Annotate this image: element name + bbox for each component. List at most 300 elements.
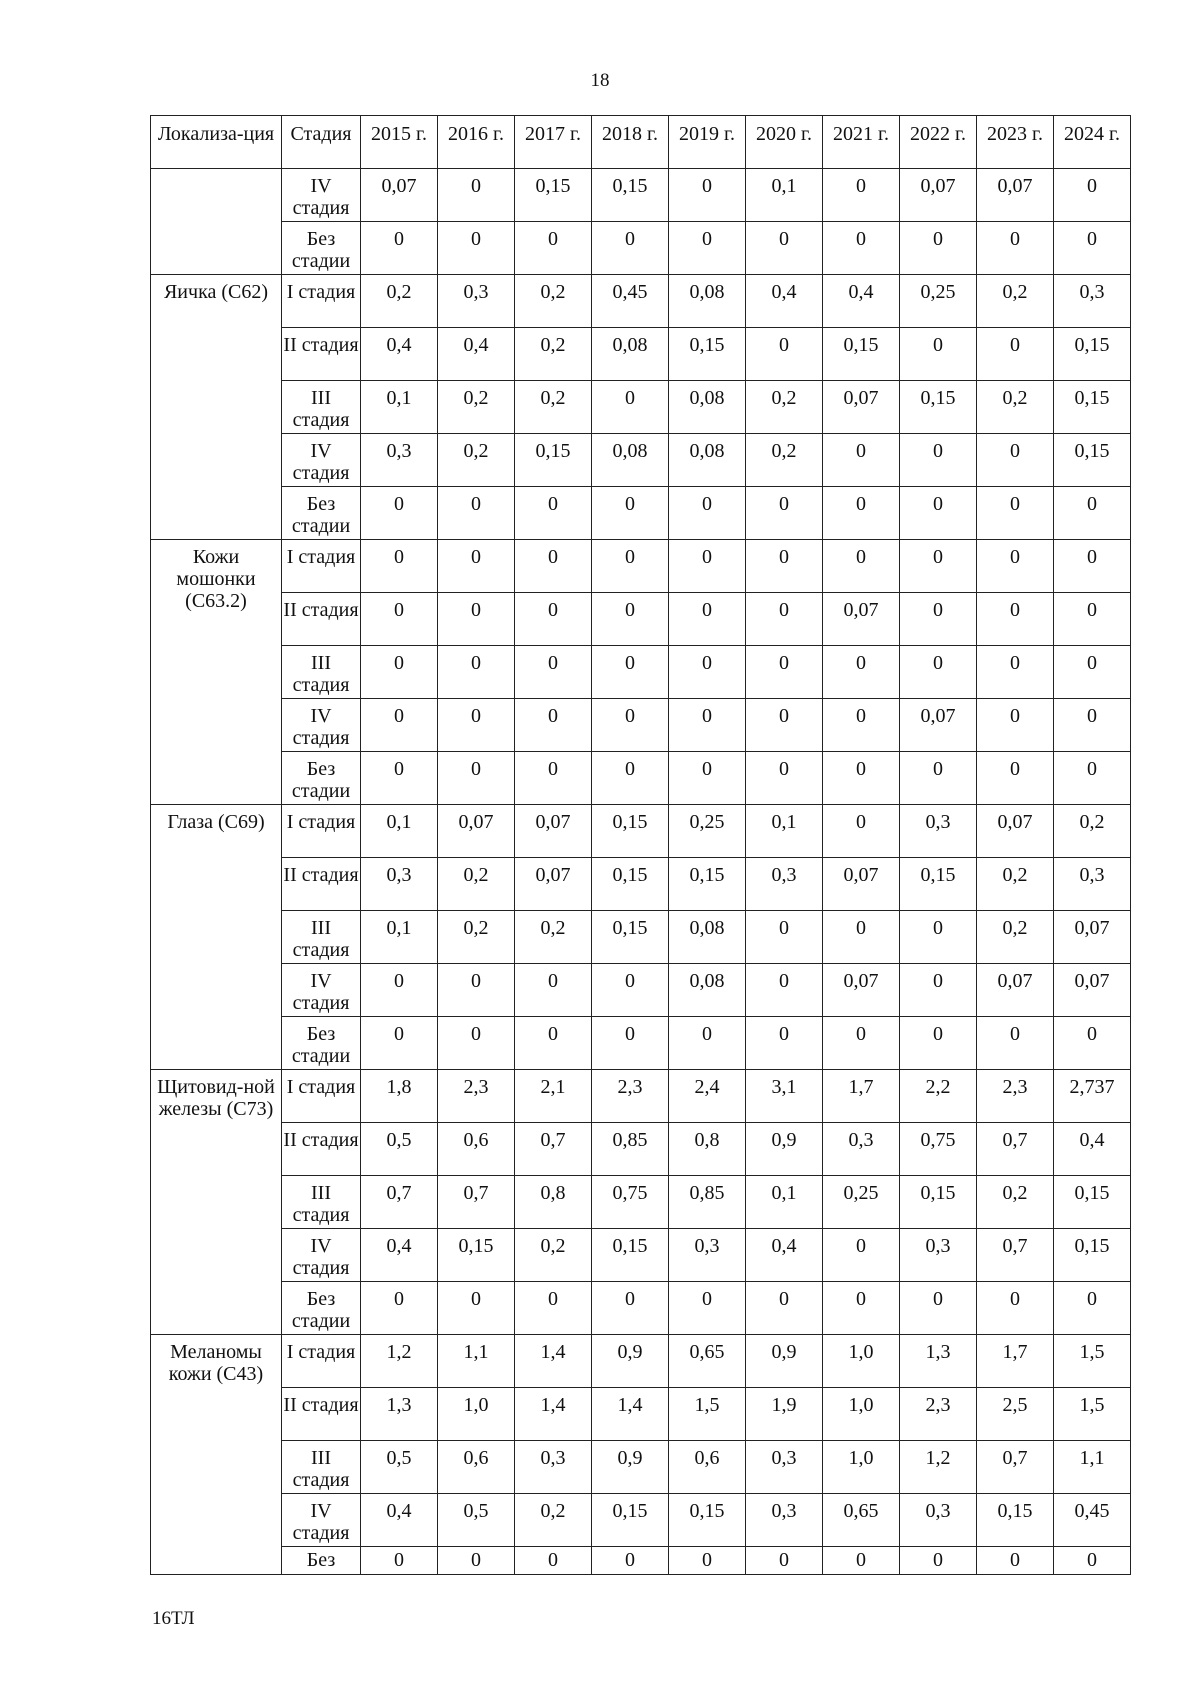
- value-cell: 0,5: [361, 1441, 438, 1494]
- stage-cell: I стадия: [282, 1070, 361, 1123]
- value-cell: 0,5: [361, 1123, 438, 1176]
- value-cell: 0: [977, 699, 1054, 752]
- value-cell: 0: [438, 1282, 515, 1335]
- value-cell: 1,4: [515, 1335, 592, 1388]
- value-cell: 0,2: [438, 858, 515, 911]
- value-cell: 0: [438, 699, 515, 752]
- value-cell: 0,3: [900, 1494, 977, 1547]
- value-cell: 0,08: [669, 964, 746, 1017]
- value-cell: 0,25: [669, 805, 746, 858]
- table-row: [151, 1123, 1131, 1176]
- value-cell: 1,2: [900, 1441, 977, 1494]
- value-cell: 0: [592, 1547, 669, 1575]
- value-cell: 0: [669, 1017, 746, 1070]
- value-cell: 0: [669, 1282, 746, 1335]
- localization-cell: [151, 169, 282, 275]
- value-cell: 0: [438, 593, 515, 646]
- value-cell: 0,15: [592, 911, 669, 964]
- value-cell: 0: [900, 434, 977, 487]
- value-cell: 1,0: [823, 1388, 900, 1441]
- value-cell: 0: [977, 752, 1054, 805]
- value-cell: 0,07: [823, 593, 900, 646]
- table-row: [151, 434, 1131, 487]
- value-cell: 0: [592, 381, 669, 434]
- table-row: [151, 964, 1131, 1017]
- value-cell: 0,07: [977, 169, 1054, 222]
- value-cell: 0: [438, 540, 515, 593]
- table-row: [151, 1441, 1131, 1494]
- value-cell: 0,2: [438, 381, 515, 434]
- value-cell: 1,5: [1054, 1388, 1131, 1441]
- stage-cell: III стадия: [282, 646, 361, 699]
- value-cell: 0,7: [977, 1123, 1054, 1176]
- value-cell: 0: [1054, 593, 1131, 646]
- value-cell: 1,1: [1054, 1441, 1131, 1494]
- value-cell: 0: [438, 487, 515, 540]
- value-cell: 0,2: [746, 434, 823, 487]
- value-cell: 0,6: [438, 1123, 515, 1176]
- value-cell: 1,9: [746, 1388, 823, 1441]
- value-cell: 0,15: [977, 1494, 1054, 1547]
- value-cell: 0: [361, 222, 438, 275]
- value-cell: 0,07: [900, 699, 977, 752]
- value-cell: 0,3: [361, 858, 438, 911]
- value-cell: 0: [823, 487, 900, 540]
- value-cell: 0,4: [361, 1229, 438, 1282]
- value-cell: 0,15: [823, 328, 900, 381]
- value-cell: 0,7: [977, 1229, 1054, 1282]
- value-cell: 1,2: [361, 1335, 438, 1388]
- value-cell: 0,1: [361, 381, 438, 434]
- value-cell: 1,0: [823, 1335, 900, 1388]
- stage-cell: Без стадии: [282, 222, 361, 275]
- table-row: [151, 752, 1131, 805]
- value-cell: 0: [1054, 646, 1131, 699]
- table-row: [151, 1335, 1131, 1388]
- value-cell: 0: [361, 1017, 438, 1070]
- value-cell: 0,2: [361, 275, 438, 328]
- value-cell: 0: [669, 699, 746, 752]
- table-row: [151, 593, 1131, 646]
- value-cell: 0,08: [592, 328, 669, 381]
- value-cell: 0,15: [592, 1494, 669, 1547]
- value-cell: 0: [438, 169, 515, 222]
- value-cell: 0: [361, 1547, 438, 1575]
- value-cell: 0,08: [669, 275, 746, 328]
- table-row: [151, 1017, 1131, 1070]
- value-cell: 0: [977, 646, 1054, 699]
- table-row: [151, 222, 1131, 275]
- stage-cell: IV стадия: [282, 964, 361, 1017]
- value-cell: 0: [746, 1547, 823, 1575]
- table-row: [151, 699, 1131, 752]
- value-cell: 0: [900, 328, 977, 381]
- value-cell: 0,65: [823, 1494, 900, 1547]
- value-cell: 0,7: [515, 1123, 592, 1176]
- value-cell: 0,15: [669, 858, 746, 911]
- value-cell: 2,737: [1054, 1070, 1131, 1123]
- value-cell: 0: [592, 1282, 669, 1335]
- value-cell: 1,1: [438, 1335, 515, 1388]
- value-cell: 0,8: [515, 1176, 592, 1229]
- value-cell: 0,07: [900, 169, 977, 222]
- localization-cell: Яичка (С62): [151, 275, 282, 540]
- value-cell: 0: [823, 1282, 900, 1335]
- value-cell: 0: [900, 487, 977, 540]
- value-cell: 0,25: [900, 275, 977, 328]
- stage-cell: IV стадия: [282, 699, 361, 752]
- value-cell: 1,7: [823, 1070, 900, 1123]
- value-cell: 0: [823, 805, 900, 858]
- stage-cell: I стадия: [282, 540, 361, 593]
- value-cell: 0,3: [746, 1441, 823, 1494]
- value-cell: 0,3: [900, 805, 977, 858]
- value-cell: 0: [823, 1547, 900, 1575]
- value-cell: 0: [746, 646, 823, 699]
- value-cell: 0,3: [746, 858, 823, 911]
- localization-cell: Кожи мошонки (С63.2): [151, 540, 282, 805]
- value-cell: 0,4: [746, 275, 823, 328]
- value-cell: 0,08: [592, 434, 669, 487]
- value-cell: 0,9: [746, 1335, 823, 1388]
- value-cell: 0: [1054, 169, 1131, 222]
- value-cell: 0,5: [438, 1494, 515, 1547]
- value-cell: 0: [977, 434, 1054, 487]
- value-cell: 1,0: [823, 1441, 900, 1494]
- value-cell: 0,2: [977, 858, 1054, 911]
- value-cell: 0: [592, 699, 669, 752]
- table-row: [151, 1176, 1131, 1229]
- value-cell: 0,1: [746, 805, 823, 858]
- stage-cell: II стадия: [282, 858, 361, 911]
- value-cell: 0: [438, 964, 515, 1017]
- stage-cell: II стадия: [282, 593, 361, 646]
- value-cell: 0: [823, 699, 900, 752]
- value-cell: 0: [823, 1229, 900, 1282]
- value-cell: 2,4: [669, 1070, 746, 1123]
- value-cell: 0,2: [1054, 805, 1131, 858]
- table-row: [151, 275, 1131, 328]
- header-year: 2020 г.: [746, 116, 823, 169]
- header-year: 2023 г.: [977, 116, 1054, 169]
- value-cell: 0,25: [823, 1176, 900, 1229]
- value-cell: 0,4: [823, 275, 900, 328]
- value-cell: 0,2: [515, 328, 592, 381]
- value-cell: 0: [1054, 222, 1131, 275]
- stage-cell: I стадия: [282, 1335, 361, 1388]
- value-cell: 0: [746, 540, 823, 593]
- value-cell: 0,15: [592, 1229, 669, 1282]
- value-cell: 1,8: [361, 1070, 438, 1123]
- stage-cell: I стадия: [282, 275, 361, 328]
- value-cell: 0,15: [1054, 328, 1131, 381]
- value-cell: 0,07: [977, 964, 1054, 1017]
- value-cell: 0: [1054, 699, 1131, 752]
- value-cell: 0: [669, 646, 746, 699]
- value-cell: 0,2: [746, 381, 823, 434]
- value-cell: 0,2: [515, 381, 592, 434]
- value-cell: 0: [669, 487, 746, 540]
- incidence-by-stage-table: [150, 115, 1131, 1575]
- value-cell: 1,3: [361, 1388, 438, 1441]
- table-row: [151, 911, 1131, 964]
- value-cell: 0: [515, 222, 592, 275]
- value-cell: 0,45: [592, 275, 669, 328]
- value-cell: 0,8: [669, 1123, 746, 1176]
- value-cell: 0,07: [1054, 911, 1131, 964]
- value-cell: 0: [900, 911, 977, 964]
- value-cell: 0,2: [977, 381, 1054, 434]
- value-cell: 0: [823, 540, 900, 593]
- table-row: [151, 1547, 1131, 1575]
- stage-cell: III стадия: [282, 1176, 361, 1229]
- value-cell: 0,15: [669, 328, 746, 381]
- value-cell: 0: [900, 593, 977, 646]
- value-cell: 0: [977, 540, 1054, 593]
- value-cell: 0,07: [515, 858, 592, 911]
- value-cell: 0: [361, 699, 438, 752]
- localization-cell: Щитовид-ной железы (С73): [151, 1070, 282, 1335]
- table-row: [151, 1388, 1131, 1441]
- value-cell: 0: [515, 1547, 592, 1575]
- table-body: [151, 169, 1131, 1575]
- stage-cell: IV стадия: [282, 169, 361, 222]
- header-year: 2022 г.: [900, 116, 977, 169]
- table-row: [151, 540, 1131, 593]
- value-cell: 0,75: [592, 1176, 669, 1229]
- value-cell: 2,2: [900, 1070, 977, 1123]
- value-cell: 0,65: [669, 1335, 746, 1388]
- value-cell: 2,3: [438, 1070, 515, 1123]
- value-cell: 0,07: [515, 805, 592, 858]
- value-cell: 0: [1054, 540, 1131, 593]
- table-row: [151, 646, 1131, 699]
- value-cell: 0,15: [1054, 1176, 1131, 1229]
- value-cell: 0,08: [669, 381, 746, 434]
- table-row: [151, 858, 1131, 911]
- value-cell: 0,3: [823, 1123, 900, 1176]
- value-cell: 0: [669, 540, 746, 593]
- value-cell: 2,3: [592, 1070, 669, 1123]
- value-cell: 0: [823, 646, 900, 699]
- value-cell: 0: [977, 593, 1054, 646]
- value-cell: 0,85: [592, 1123, 669, 1176]
- value-cell: 0: [1054, 487, 1131, 540]
- value-cell: 0,9: [592, 1335, 669, 1388]
- value-cell: 0,4: [1054, 1123, 1131, 1176]
- value-cell: 0: [515, 593, 592, 646]
- value-cell: 0,7: [361, 1176, 438, 1229]
- footer-code: 16ТЛ: [152, 1608, 195, 1629]
- value-cell: 0,2: [977, 275, 1054, 328]
- table-row: [151, 169, 1131, 222]
- value-cell: 2,3: [900, 1388, 977, 1441]
- value-cell: 0,15: [900, 1176, 977, 1229]
- value-cell: 0: [669, 593, 746, 646]
- table-row: [151, 805, 1131, 858]
- value-cell: 0,2: [515, 911, 592, 964]
- value-cell: 0: [746, 964, 823, 1017]
- stage-cell: Без: [282, 1547, 361, 1575]
- value-cell: 0,08: [669, 911, 746, 964]
- value-cell: 0: [900, 1547, 977, 1575]
- value-cell: 0,1: [746, 1176, 823, 1229]
- stage-cell: Без стадии: [282, 1282, 361, 1335]
- value-cell: 0: [361, 964, 438, 1017]
- value-cell: 0,2: [977, 911, 1054, 964]
- value-cell: 0: [977, 1017, 1054, 1070]
- value-cell: 0: [361, 540, 438, 593]
- value-cell: 0: [361, 1282, 438, 1335]
- header-year: 2017 г.: [515, 116, 592, 169]
- value-cell: 0: [823, 169, 900, 222]
- value-cell: 0: [746, 328, 823, 381]
- stage-cell: IV стадия: [282, 1229, 361, 1282]
- value-cell: 0,3: [900, 1229, 977, 1282]
- value-cell: 0,15: [515, 434, 592, 487]
- value-cell: 0: [515, 752, 592, 805]
- value-cell: 0,4: [361, 1494, 438, 1547]
- value-cell: 0,3: [515, 1441, 592, 1494]
- value-cell: 0,2: [515, 1494, 592, 1547]
- value-cell: 0,2: [515, 1229, 592, 1282]
- value-cell: 0,15: [900, 381, 977, 434]
- value-cell: 0,2: [438, 434, 515, 487]
- value-cell: 0,9: [746, 1123, 823, 1176]
- value-cell: 0: [900, 222, 977, 275]
- value-cell: 0,15: [592, 858, 669, 911]
- value-cell: 0: [438, 1017, 515, 1070]
- stage-cell: II стадия: [282, 1123, 361, 1176]
- value-cell: 0: [592, 1017, 669, 1070]
- value-cell: 0,45: [1054, 1494, 1131, 1547]
- value-cell: 0: [438, 646, 515, 699]
- value-cell: 1,4: [592, 1388, 669, 1441]
- table-row: [151, 1494, 1131, 1547]
- value-cell: 0: [592, 540, 669, 593]
- header-year: 2016 г.: [438, 116, 515, 169]
- value-cell: 0: [592, 222, 669, 275]
- table-row: [151, 381, 1131, 434]
- value-cell: 0: [746, 1282, 823, 1335]
- value-cell: 2,5: [977, 1388, 1054, 1441]
- value-cell: 1,5: [669, 1388, 746, 1441]
- value-cell: 0: [515, 540, 592, 593]
- value-cell: 0: [900, 964, 977, 1017]
- value-cell: 0,07: [977, 805, 1054, 858]
- value-cell: 1,7: [977, 1335, 1054, 1388]
- value-cell: 0,15: [515, 169, 592, 222]
- value-cell: 0: [977, 328, 1054, 381]
- value-cell: 0: [977, 222, 1054, 275]
- value-cell: 0,1: [361, 805, 438, 858]
- value-cell: 0: [669, 169, 746, 222]
- value-cell: 0: [900, 1282, 977, 1335]
- value-cell: 0,15: [1054, 1229, 1131, 1282]
- value-cell: 0,15: [1054, 381, 1131, 434]
- value-cell: 0: [900, 646, 977, 699]
- value-cell: 0: [361, 487, 438, 540]
- value-cell: 0,6: [669, 1441, 746, 1494]
- header-year: 2021 г.: [823, 116, 900, 169]
- header-year: 2018 г.: [592, 116, 669, 169]
- value-cell: 0: [361, 752, 438, 805]
- value-cell: 0,07: [361, 169, 438, 222]
- value-cell: 0: [669, 752, 746, 805]
- value-cell: 0: [515, 699, 592, 752]
- value-cell: 0,2: [977, 1176, 1054, 1229]
- value-cell: 0: [1054, 752, 1131, 805]
- value-cell: 0: [823, 222, 900, 275]
- value-cell: 0,7: [438, 1176, 515, 1229]
- value-cell: 0,6: [438, 1441, 515, 1494]
- value-cell: 0: [592, 752, 669, 805]
- value-cell: 0: [823, 1017, 900, 1070]
- table-row: [151, 328, 1131, 381]
- value-cell: 0: [438, 1547, 515, 1575]
- stage-cell: Без стадии: [282, 752, 361, 805]
- stage-cell: I стадия: [282, 805, 361, 858]
- stage-cell: II стадия: [282, 1388, 361, 1441]
- stage-cell: III стадия: [282, 1441, 361, 1494]
- value-cell: 0: [746, 911, 823, 964]
- table-row: [151, 1229, 1131, 1282]
- value-cell: 0,4: [361, 328, 438, 381]
- value-cell: 2,1: [515, 1070, 592, 1123]
- value-cell: 0: [823, 911, 900, 964]
- value-cell: 2,3: [977, 1070, 1054, 1123]
- value-cell: 0,3: [1054, 858, 1131, 911]
- value-cell: 0,07: [438, 805, 515, 858]
- header-row: [151, 116, 1131, 169]
- value-cell: 0,3: [361, 434, 438, 487]
- stage-cell: Без стадии: [282, 1017, 361, 1070]
- value-cell: 0: [438, 752, 515, 805]
- value-cell: 0: [1054, 1282, 1131, 1335]
- value-cell: 0: [669, 1547, 746, 1575]
- value-cell: 0,1: [361, 911, 438, 964]
- header-year: 2019 г.: [669, 116, 746, 169]
- header-stage: Стадия: [282, 116, 361, 169]
- value-cell: 1,0: [438, 1388, 515, 1441]
- value-cell: 3,1: [746, 1070, 823, 1123]
- stage-cell: II стадия: [282, 328, 361, 381]
- value-cell: 0,4: [746, 1229, 823, 1282]
- value-cell: 0: [592, 593, 669, 646]
- value-cell: 0,15: [438, 1229, 515, 1282]
- value-cell: 0: [438, 222, 515, 275]
- value-cell: 0,9: [592, 1441, 669, 1494]
- value-cell: 0: [977, 1547, 1054, 1575]
- value-cell: 0: [900, 752, 977, 805]
- value-cell: 0: [515, 646, 592, 699]
- value-cell: 0: [1054, 1017, 1131, 1070]
- stage-cell: Без стадии: [282, 487, 361, 540]
- value-cell: 0,85: [669, 1176, 746, 1229]
- localization-cell: Меланомы кожи (С43): [151, 1335, 282, 1575]
- stage-cell: IV стадия: [282, 1494, 361, 1547]
- value-cell: 0: [669, 222, 746, 275]
- value-cell: 0: [746, 752, 823, 805]
- value-cell: 0,3: [1054, 275, 1131, 328]
- value-cell: 0,7: [977, 1441, 1054, 1494]
- value-cell: 0: [515, 1017, 592, 1070]
- value-cell: 0,08: [669, 434, 746, 487]
- value-cell: 0,2: [438, 911, 515, 964]
- header-localization: Локализа-ция: [151, 116, 282, 169]
- stage-cell: III стадия: [282, 381, 361, 434]
- value-cell: 0: [592, 646, 669, 699]
